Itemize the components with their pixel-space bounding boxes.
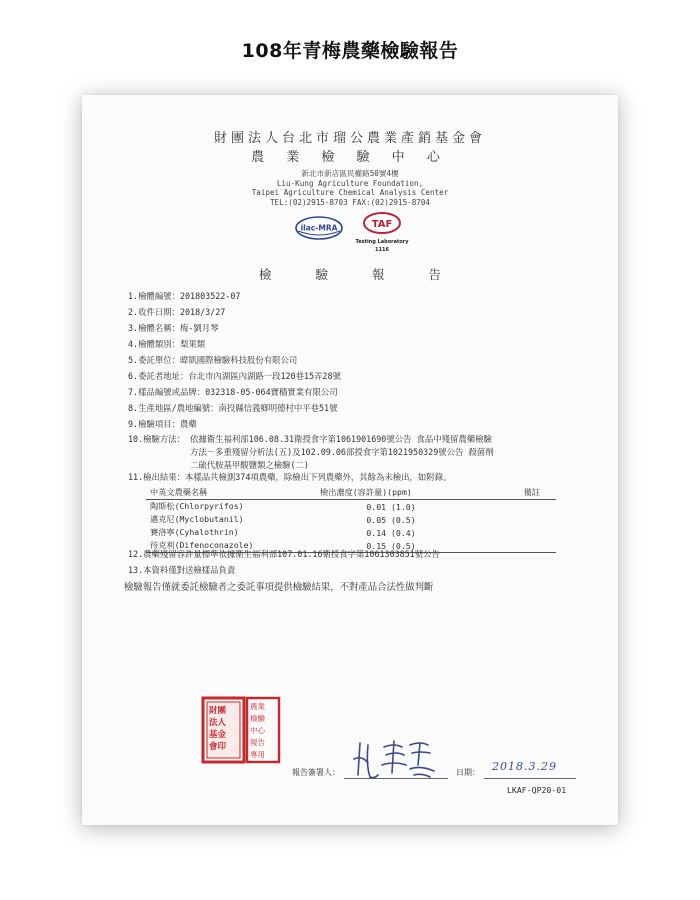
pesticide-conc: 0.05 (0.5) (366, 514, 416, 525)
field-value: 暐凱國際檢驗科技股份有限公司 (179, 355, 298, 365)
address-line: Liu-Kung Agriculture Foundation, (276, 178, 424, 188)
field-key: 4.檢體類別： (128, 339, 180, 349)
svg-text:財團: 財團 (209, 706, 227, 716)
report-title: 檢 驗 報 告 (259, 267, 461, 282)
table-row (146, 526, 556, 539)
field-row (128, 290, 578, 302)
org-name: 財團法人台北市瑠公農業產銷基金會 (213, 131, 486, 146)
field-key: 6.委託者地址： (128, 371, 189, 381)
center-name: 農 業 檢 驗 中 心 (251, 150, 449, 165)
pesticide-note (466, 500, 556, 514)
table-row (146, 500, 556, 514)
field-value: 農藥 (179, 419, 197, 429)
field-value: 台北市內湖區內湖路一段120巷15弄28號 (188, 371, 341, 381)
date-line (484, 778, 576, 779)
field-key: 1.檢體編號： (128, 291, 180, 301)
taf-logo (354, 211, 410, 255)
field-row (128, 306, 578, 318)
col-header-note: 備註 (466, 486, 556, 500)
table-row (146, 513, 556, 526)
form-code: LKAF-QP20-01 (507, 785, 567, 795)
field-row (128, 354, 578, 366)
date-label: 日期： (456, 768, 480, 777)
svg-text:報告: 報告 (250, 738, 265, 747)
item-13: 13.本資料僅對送檢樣品負責 (128, 565, 236, 575)
signer-label: 報告簽署人： (292, 768, 340, 777)
method-block (128, 433, 578, 472)
field-row (128, 386, 578, 398)
field-value: 201803522-07 (179, 291, 241, 301)
field-value: 032318-05-064寶穡實業有限公司 (205, 387, 338, 397)
field-row (128, 322, 578, 334)
pesticide-conc: 0.01 (1.0) (366, 501, 416, 512)
table-header-row (146, 486, 556, 500)
svg-text:TAF: TAF (371, 219, 393, 230)
svg-text:會印: 會印 (209, 742, 227, 752)
field-key: 5.委託單位： (128, 355, 180, 365)
svg-text:基金: 基金 (209, 730, 227, 740)
pesticide-name: 待克利(Difenoconazole) (146, 539, 316, 553)
handwritten-date: 2018.3.29 (492, 760, 557, 773)
address-line: Taipei Agriculture Chemical Analysis Center (251, 188, 449, 198)
official-seal-stamp (201, 695, 281, 765)
field-value: 2018/3/27 (179, 307, 226, 317)
field-row (128, 402, 578, 414)
field-key: 8.生產地區/農地編號： (128, 403, 219, 413)
svg-text:1116: 1116 (375, 247, 389, 253)
page-title: 108年青梅農藥檢驗報告 (241, 40, 459, 62)
field-value: 梨果類 (179, 339, 206, 349)
results-table (146, 486, 556, 553)
svg-text:Testing Laboratory: Testing Laboratory (355, 239, 409, 245)
field-key: 3.檢體名稱： (128, 323, 180, 333)
pesticide-name: 陶斯松(Chlorpyrifos) (150, 501, 244, 511)
disclaimer: 檢驗報告僅就委託檢驗者之委託事項提供檢驗結果，不對產品合法性做判斷 (124, 582, 434, 593)
pesticide-note (466, 526, 556, 539)
method-line: 二硫代胺基甲酸鹽類之檢驗(二) (190, 460, 309, 470)
item-12: 12.農藥殘留容許量標準依據衛生福利部107.01.16衛授食字第1061303851號公告 (128, 549, 440, 559)
report-sheet (82, 95, 618, 825)
svg-text:農業: 農業 (250, 702, 265, 711)
col-header-conc: 檢出濃度(容許量)(ppm) (316, 486, 466, 500)
svg-text:中心: 中心 (250, 726, 265, 735)
field-row (128, 418, 578, 430)
field-value: 梅-劉月琴 (179, 323, 219, 333)
svg-text:法人: 法人 (209, 718, 227, 728)
pesticide-conc: 0.14 (0.4) (366, 527, 416, 538)
handwritten-signature (350, 735, 440, 781)
pesticide-note (466, 513, 556, 526)
address-line: 新北市新店區民權路50號4樓 (301, 169, 399, 178)
svg-text:檢驗: 檢驗 (250, 714, 265, 723)
field-row (128, 370, 578, 382)
field-value: 南投縣信義鄉明德村中平巷51號 (218, 403, 338, 413)
pesticide-name: 賽洛寧(Cyhalothrin) (150, 527, 239, 537)
method-line: 方法－多重殘留分析法(五)及102.09.06部授食字第1021950329號公告 殺菌劑 (190, 447, 494, 457)
pesticide-name: 邁克尼(Myclobutanil) (150, 514, 244, 524)
svg-text:ilac-MRA: ilac-MRA (300, 223, 338, 233)
field-key: 7.樣品編號或品牌： (128, 387, 206, 397)
field-key: 2.收件日期： (128, 307, 180, 317)
field-key: 9.檢驗項目： (128, 419, 180, 429)
method-line: 10.檢驗方法： 依據衛生福利部106.08.31衛授食字第1061901690號公告 食品中殘留農藥檢驗 (128, 434, 492, 444)
pesticide-conc: 0.15 (0.5) (316, 539, 466, 553)
col-header-name: 中英文農藥名稱 (146, 486, 316, 500)
results-intro: 11.檢出結果：本樣品共檢測374項農藥，除檢出下列農藥外，其餘為未檢出，如附錄。 (128, 472, 452, 482)
address-block (82, 169, 618, 207)
ilac-mra-logo (294, 215, 344, 241)
field-row (128, 338, 578, 350)
svg-text:專用: 專用 (250, 750, 265, 759)
address-line: TEL:(02)2915-8703 FAX:(02)2915-8704 (269, 197, 430, 207)
